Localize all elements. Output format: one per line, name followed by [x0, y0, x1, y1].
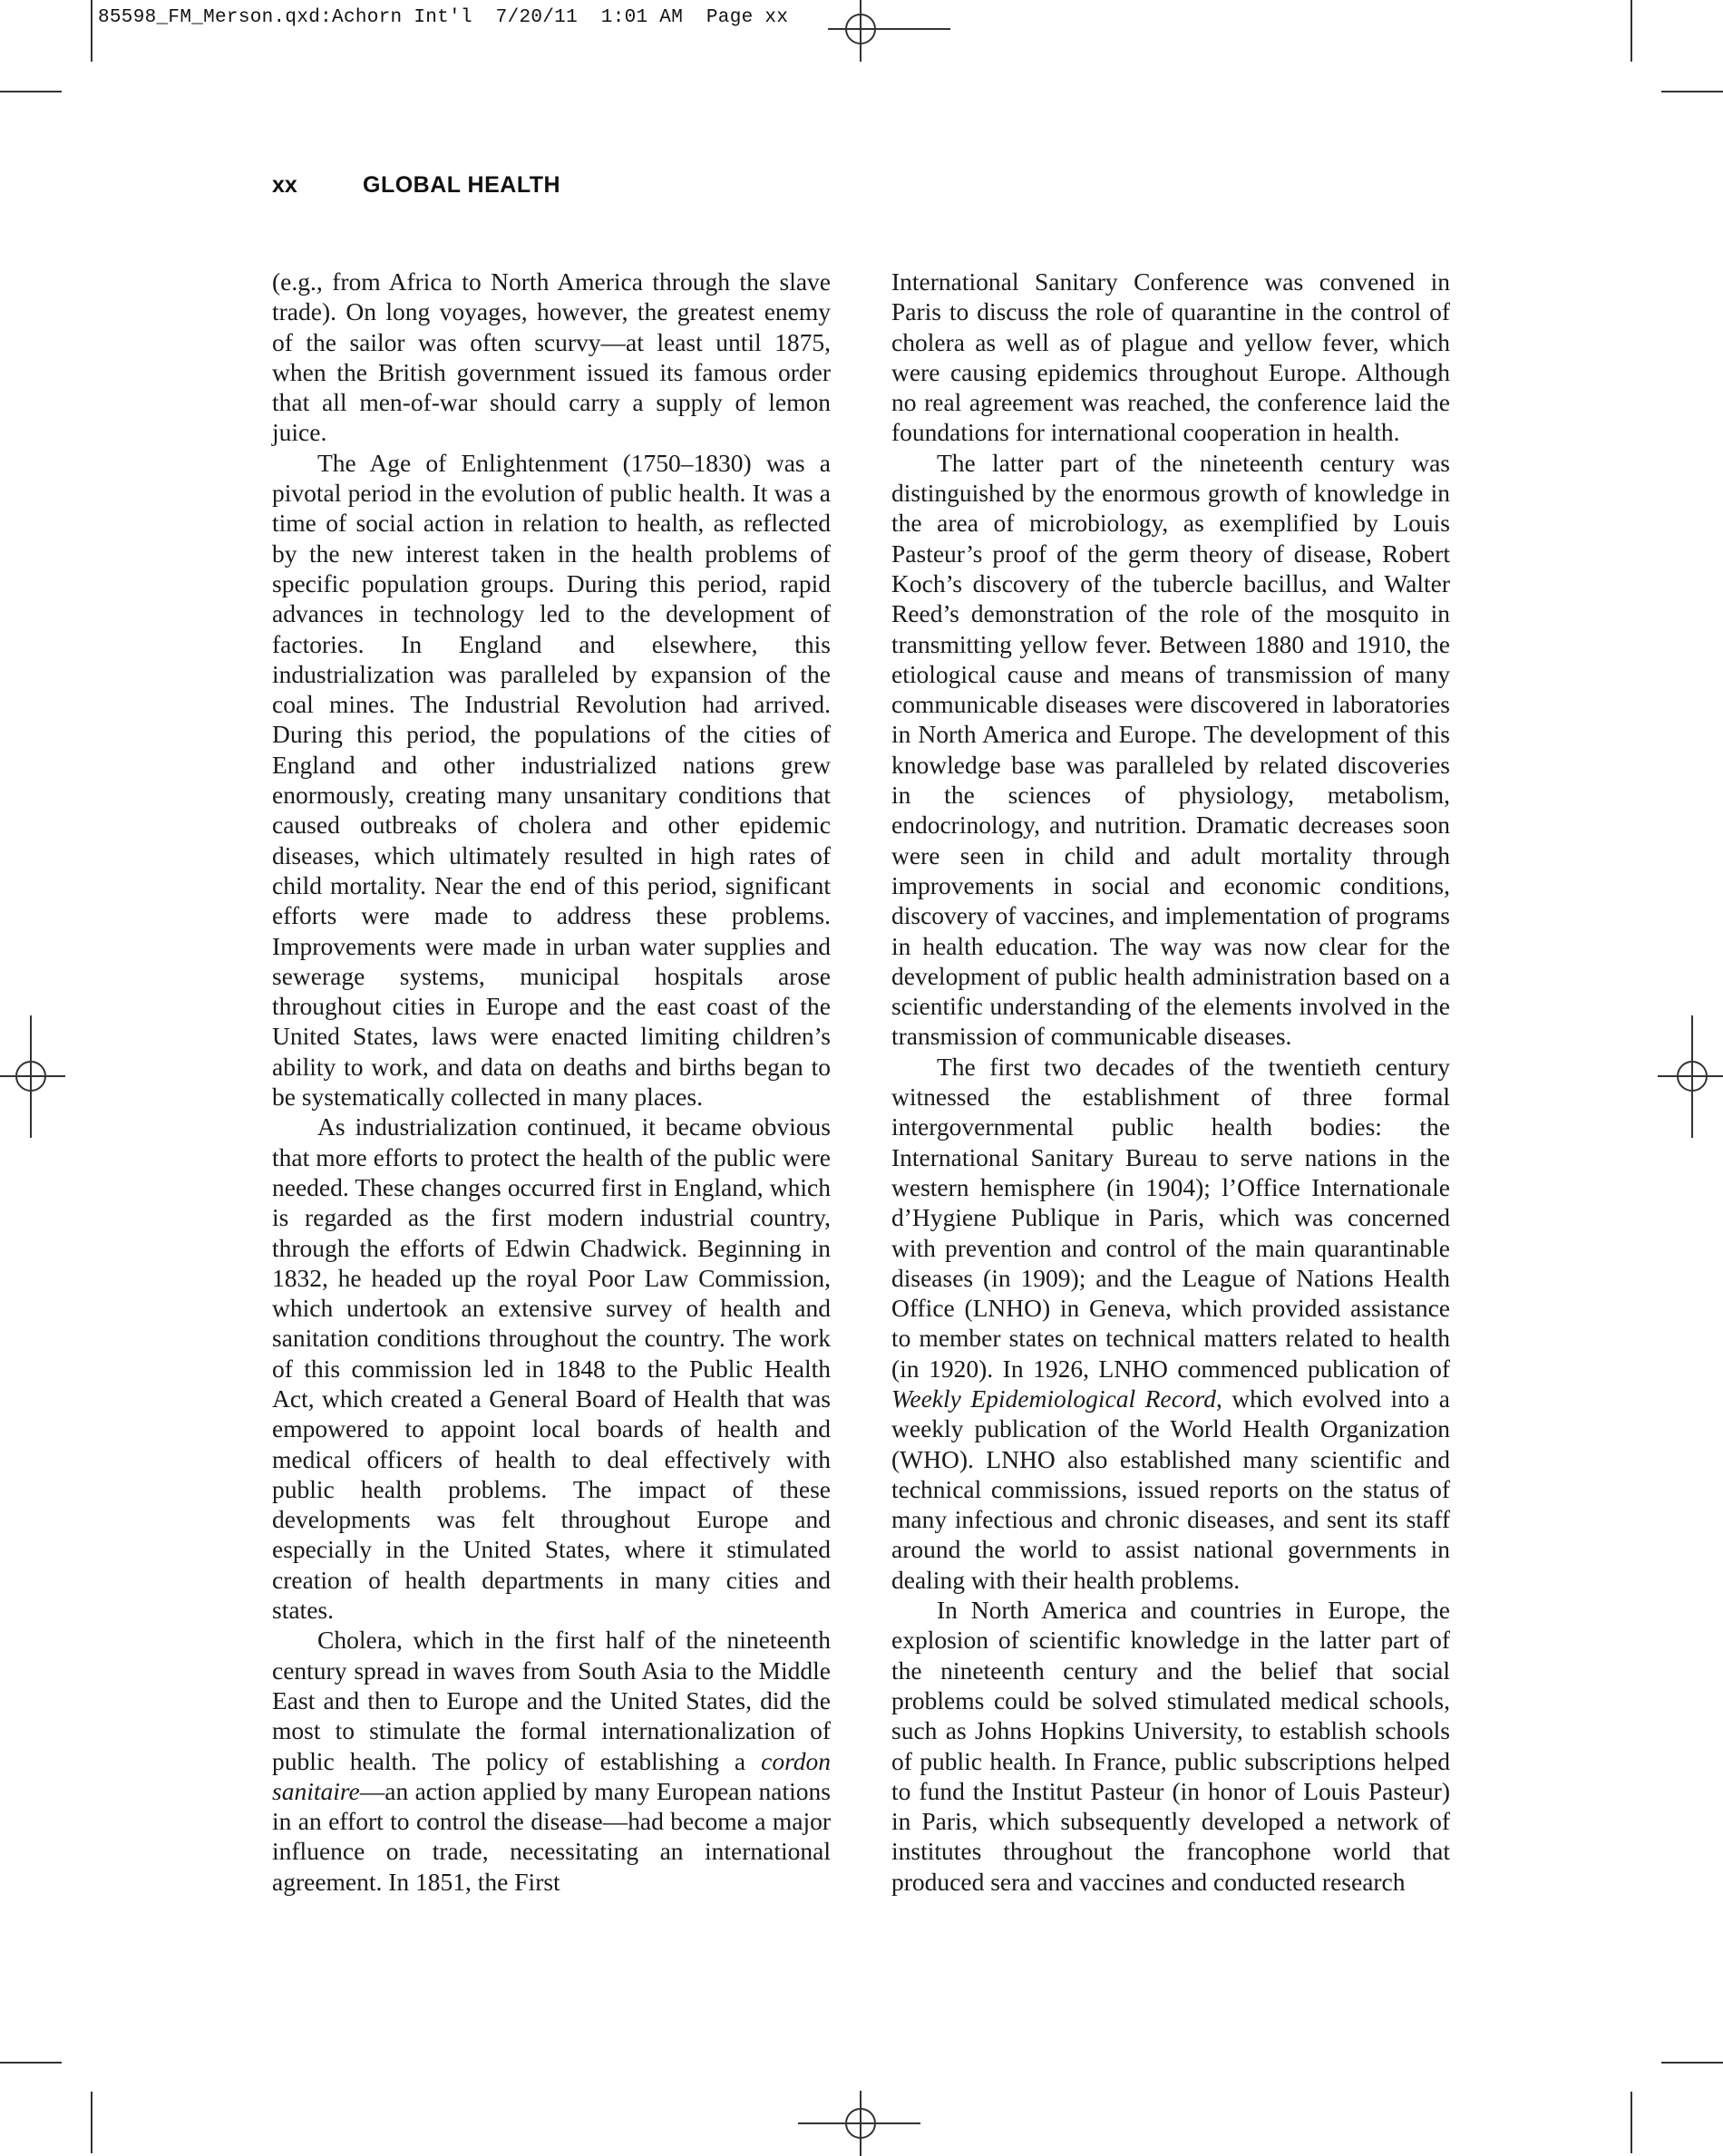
- paragraph: (e.g., from Africa to North America through the slave trade). On long voyages, however, the greatest enemy of the sailor was often scurvy—at least until 1875, when the British government issued its famous order that all men-of-war should carry a supply of lemon juice.: [272, 267, 831, 447]
- crop-mark-top-right-vertical: [1631, 0, 1632, 62]
- paragraph: The Age of Enlightenment (1750–1830) was a pivotal period in the evolution of public health. It was a time of social action in relation to health, as reflected by the new interest taken in the health problems of specific population groups. During this period, rapid advances in technology led to the development of factories. In England and elsewhere, this industrialization was paralleled by expansion of the coal mines. The Industrial Revolution had arrived. During this period, the populations of the cities of England and other industrialized nations grew enormously, creating many unsanitary conditions that caused outbreaks of cholera and other epidemic diseases, which ultimately resulted in high rates of child mortality. Near the end of this period, significant efforts were made to address these problems. Improvements were made in urban water supplies and sewerage systems, municipal hospitals arose throughout cities in Europe and the east coast of the United States, laws were enacted limiting children’s ability to work, and data on deaths and births began to be systematically collected in many places.: [272, 448, 831, 1112]
- registration-mark-left-icon: [0, 1015, 65, 1138]
- paragraph-text: —an action applied by many European nations in an effort to control the disease—had become a major influence on trade, necessitating an international agreement. In 1851, the First: [272, 1776, 831, 1896]
- crop-mark-top-left-vertical: [91, 0, 92, 62]
- registration-mark-right-icon: [1658, 1015, 1723, 1138]
- crop-mark-bottom-left-vertical: [91, 2092, 92, 2153]
- crop-mark-bottom-right-vertical: [1631, 2092, 1632, 2153]
- paragraph: [272, 1625, 831, 1897]
- left-column: [272, 267, 831, 1897]
- paragraph: [891, 1052, 1450, 1595]
- registration-mark-top-icon: [828, 0, 950, 62]
- registration-mark-bottom-icon: [798, 2091, 920, 2156]
- page-number: xx: [272, 172, 297, 198]
- italic-title: Weekly Epidemiological Record: [891, 1384, 1216, 1413]
- paragraph: In North America and countries in Europe, the explosion of scientific knowledge in the latter part of the nineteenth century and the belief that social problems could be solved stimulated medical schools, such as Johns Hopkins University, to establish schools of public health. In France, public subscriptions helped to fund the Institut Pasteur (in honor of Louis Pasteur) in Paris, which subsequently developed a network of institutes throughout the francophone world that produced sera and vaccines and conducted research: [891, 1596, 1450, 1896]
- crop-mark-top-left-horizontal: [0, 91, 62, 92]
- book-title: GLOBAL HEALTH: [363, 172, 561, 198]
- paragraph-text: Cholera, which in the first half of the nineteenth century spread in waves from South Asia to the Middle East and then to Europe and the United States, did the most to stimulate the formal internationalization of public health. The policy of establishing a: [272, 1626, 831, 1775]
- crop-mark-bottom-right-horizontal: [1661, 2062, 1723, 2064]
- italic-term: cordon sanitaire: [272, 1746, 831, 1805]
- printer-slug: 85598_FM_Merson.qxd:Achorn Int'l 7/20/11 1:01 AM Page xx: [98, 7, 789, 28]
- crop-mark-bottom-left-horizontal: [0, 2062, 62, 2064]
- crop-mark-top-right-horizontal: [1661, 91, 1723, 92]
- paragraph-text: The first two decades of the twentieth century witnessed the establishment of three formal intergovernmental public health bodies: the International Sanitary Bureau to serve nations in the western hemisphere (in 1904); l’Office Internationale d’Hygiene Publique in Paris, which was concerned with prevention and control of the main quarantinable diseases (in 1909); and the League of Nations Health Office (LNHO) in Geneva, which provided assistance to member states on technical matters related to health (in 1920). In 1926, LNHO commenced publication of: [891, 1052, 1450, 1383]
- right-column: [891, 267, 1450, 1897]
- paragraph: International Sanitary Conference was convened in Paris to discuss the role of quarantine in the control of cholera as well as of plague and yellow fever, which were causing epidemics throughout Europe. Although no real agreement was reached, the conference laid the foundations for international cooperation in health.: [891, 267, 1450, 447]
- paragraph-text: , which evolved into a weekly publication of the World Health Organization (WHO). LNHO also established many scientific and technical commissions, issued reports on the status of many infectious and chronic diseases, and sent its staff around the world to assist national governments in dealing with their health problems.: [891, 1384, 1450, 1594]
- paragraph: The latter part of the nineteenth century was distinguished by the enormous growth of knowledge in the area of microbiology, as exemplified by Louis Pasteur’s proof of the germ theory of disease, Robert Koch’s discovery of the tubercle bacillus, and Walter Reed’s demonstration of the role of the mosquito in transmitting yellow fever. Between 1880 and 1910, the etiological cause and means of transmission of many communicable diseases were discovered in laboratories in North America and Europe. The development of this knowledge base was paralleled by related discoveries in the sciences of physiology, metabolism, endocrinology, and nutrition. Dramatic decreases soon were seen in child and adult mortality through improvements in social and economic conditions, discovery of vaccines, and implementation of programs in health education. The way was now clear for the development of public health administration based on a scientific understanding of the elements involved in the transmission of communicable diseases.: [891, 448, 1450, 1051]
- paragraph: As industrialization continued, it became obvious that more efforts to protect the health of the public were needed. These changes occurred first in England, which is regarded as the first modern industrial country, through the efforts of Edwin Chadwick. Beginning in 1832, he headed up the royal Poor Law Commission, which undertook an extensive survey of health and sanitation conditions throughout the country. The work of this commission led in 1848 to the Public Health Act, which created a General Board of Health that was empowered to appoint local boards of health and medical officers of health to deal effectively with public health problems. The impact of these developments was felt throughout Europe and especially in the United States, where it stimulated creation of health departments in many cities and states.: [272, 1112, 831, 1625]
